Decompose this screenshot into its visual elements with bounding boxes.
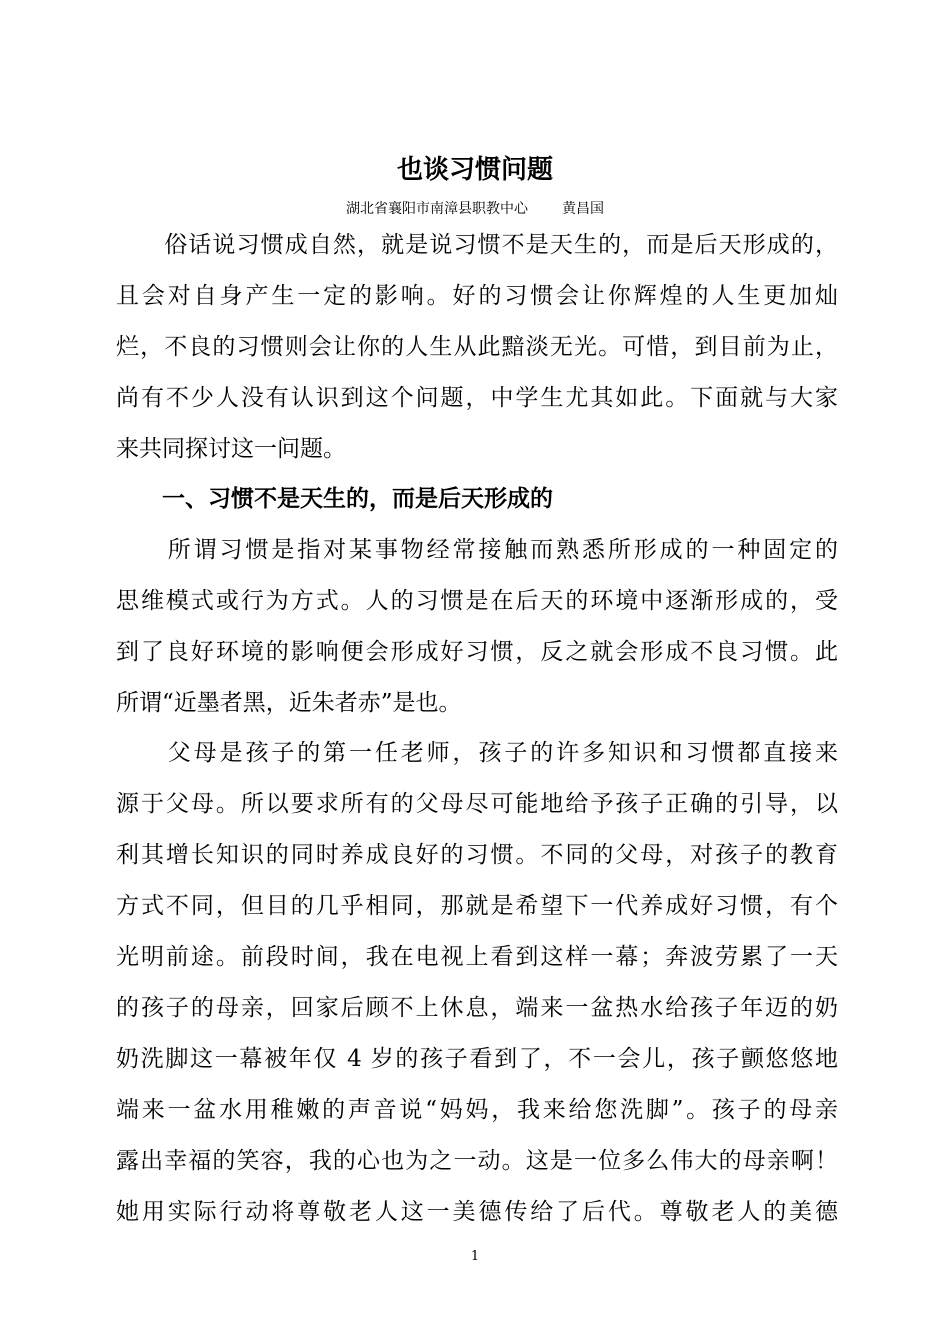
body-line: 所谓习惯是指对某事物经常接触而熟悉所形成的一种固定的 — [116, 537, 838, 563]
document-title: 也谈习惯问题 — [396, 155, 553, 185]
body-line: 到了良好环境的影响便会形成好习惯，反之就会形成不良习惯。此 — [116, 639, 838, 665]
body-line: 端来一盆水用稚嫩的声音说“妈妈，我来给您洗脚”。孩子的母亲 — [116, 1097, 838, 1123]
section-heading: 一、习惯不是天生的，而是后天形成的 — [116, 486, 553, 512]
author-organization: 湖北省襄阳市南漳县职教中心 — [346, 201, 528, 217]
body-line: 俗话说习惯成自然，就是说习惯不是天生的，而是后天形成的， — [116, 232, 838, 258]
body-line: 来共同探讨这一问题。 — [116, 436, 346, 462]
body-line: 利其增长知识的同时养成良好的习惯。不同的父母，对孩子的教育 — [116, 842, 838, 868]
page-number: 1 — [470, 1249, 480, 1264]
body-line: 且会对自身产生一定的影响。好的习惯会让你辉煌的人生更加灿 — [116, 283, 838, 309]
author-name: 黄昌国 — [562, 201, 604, 217]
body-line: 奶洗脚这一幕被年仅 4 岁的孩子看到了，不一会儿，孩子颤悠悠地 — [116, 1046, 838, 1072]
author-byline — [0, 198, 950, 220]
body-line: 她用实际行动将尊敬老人这一美德传给了后代。尊敬老人的美德 — [116, 1199, 838, 1225]
body-line: 尚有不少人没有认识到这个问题，中学生尤其如此。下面就与大家 — [116, 385, 838, 411]
body-line: 所谓“近墨者黑，近朱者赤”是也。 — [116, 690, 462, 716]
body-line: 父母是孩子的第一任老师，孩子的许多知识和习惯都直接来 — [116, 740, 838, 766]
body-line: 烂，不良的习惯则会让你的人生从此黯淡无光。可惜，到目前为止， — [116, 334, 838, 360]
body-line: 露出幸福的笑容，我的心也为之一动。这是一位多么伟大的母亲啊！ — [116, 1148, 838, 1174]
body-line: 的孩子的母亲，回家后顾不上休息，端来一盆热水给孩子年迈的奶 — [116, 995, 838, 1021]
body-line: 思维模式或行为方式。人的习惯是在后天的环境中逐渐形成的，受 — [116, 588, 838, 614]
body-line: 源于父母。所以要求所有的父母尽可能地给予孩子正确的引导，以 — [116, 791, 838, 817]
body-line: 方式不同，但目的几乎相同，那就是希望下一代养成好习惯，有个 — [116, 893, 838, 919]
body-line: 光明前途。前段时间，我在电视上看到这样一幕；奔波劳累了一天 — [116, 944, 838, 970]
